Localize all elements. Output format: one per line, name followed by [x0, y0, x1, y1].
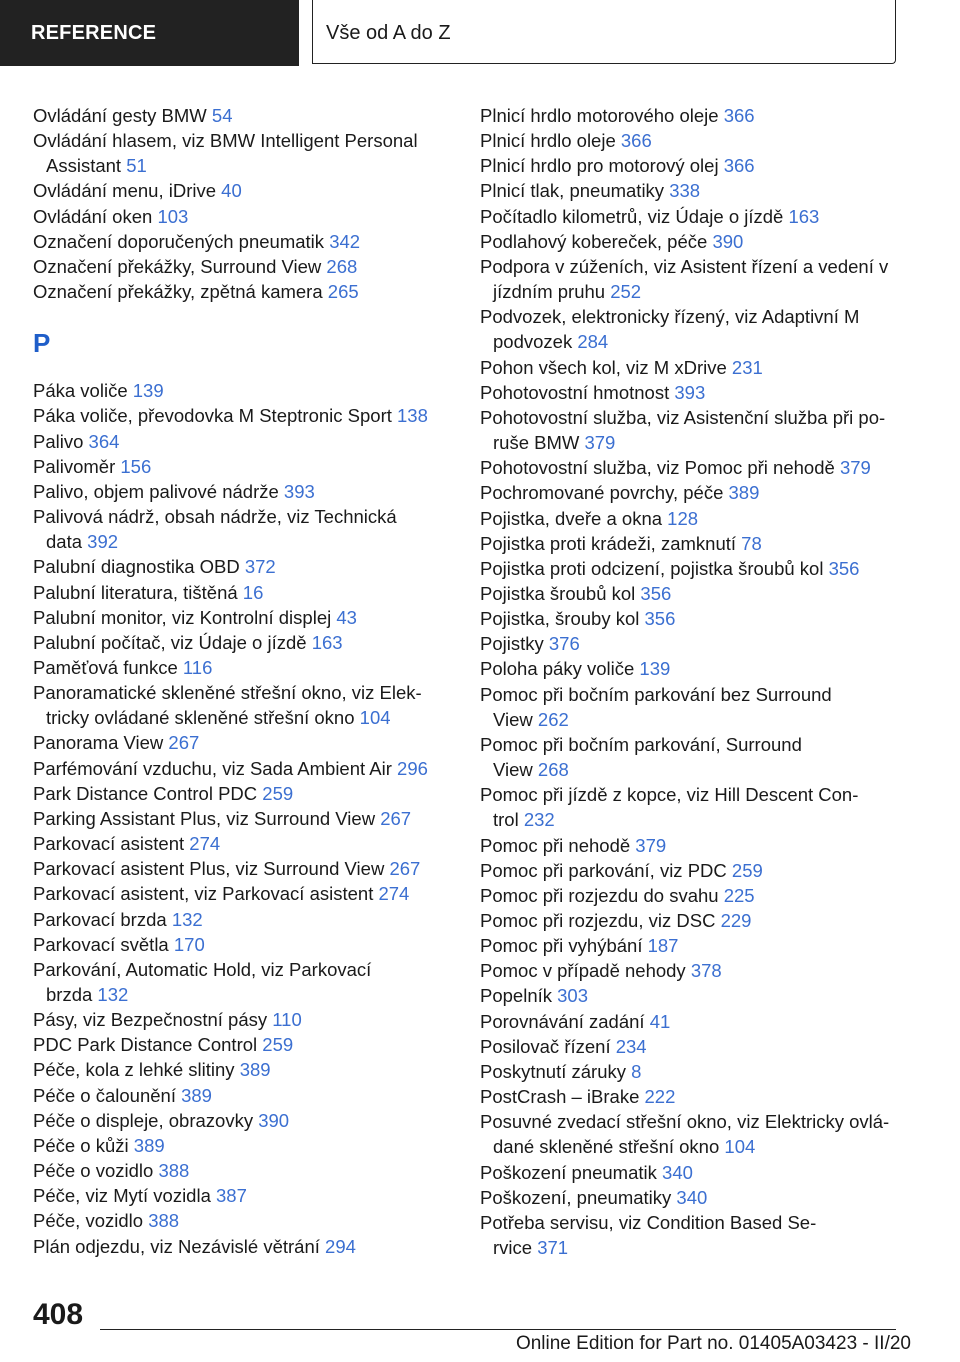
entry-text: Panoramatické skleněné střešní okno, viz Elek‐ — [33, 682, 422, 704]
index-entry — [33, 1158, 463, 1183]
entry-text: Pohon všech kol, viz M xDrive — [480, 356, 727, 378]
entry-text: Pomoc při bočním parkování, Surround — [480, 733, 802, 755]
index-entry — [480, 380, 905, 405]
index-entry — [480, 833, 905, 858]
entry-continuation: tricky ovládané skleněné střešní okno — [46, 707, 355, 729]
index-entry — [480, 480, 905, 505]
entry-text: Ovládání oken — [33, 205, 153, 227]
entry-text: Palubní monitor, viz Kontrolní displej — [33, 606, 332, 628]
page-link[interactable]: 390 — [258, 1109, 290, 1131]
page-link[interactable]: 340 — [676, 1186, 708, 1208]
page-link[interactable]: 274 — [378, 883, 410, 905]
index-entry — [33, 630, 463, 655]
index-entry — [480, 304, 905, 354]
index-entry — [33, 831, 463, 856]
page-link[interactable]: 259 — [731, 859, 763, 881]
index-entry — [480, 153, 905, 178]
page-link[interactable]: 390 — [712, 230, 744, 252]
entry-text: Poškození, pneumatiky — [480, 1186, 672, 1208]
index-entry — [33, 580, 463, 605]
page-link[interactable]: 139 — [639, 658, 671, 680]
entry-text: Poškození pneumatik — [480, 1161, 657, 1183]
entry-continuation: trol — [493, 809, 519, 831]
index-entry — [480, 531, 905, 556]
entry-text: Posuvné zvedací střešní okno, viz Elektricky ovlá‐ — [480, 1111, 890, 1133]
index-entry — [33, 932, 463, 957]
page-link[interactable]: 41 — [649, 1010, 671, 1032]
page-link[interactable]: 274 — [189, 833, 221, 855]
entry-text: Poskytnutí záruky — [480, 1060, 627, 1082]
index-entry — [33, 907, 463, 932]
entry-text: Označení překážky, zpětná kamera — [33, 281, 323, 303]
index-entry — [480, 1009, 905, 1034]
index-entry — [480, 128, 905, 153]
entry-text: Posilovač řízení — [480, 1035, 611, 1057]
index-entry — [33, 1057, 463, 1082]
page-link[interactable]: 294 — [325, 1235, 356, 1257]
entry-text: Pojistka proti krádeži, zamknutí — [480, 532, 737, 554]
entry-text: Porovnávání zadání — [480, 1010, 645, 1032]
page-link[interactable]: 225 — [723, 884, 755, 906]
page-link[interactable]: 78 — [741, 532, 762, 554]
entry-text: Pohotovostní hmotnost — [480, 381, 670, 403]
page-link[interactable]: 379 — [584, 432, 616, 454]
index-entry — [33, 254, 463, 279]
index-entry — [480, 732, 905, 782]
page-link[interactable]: 234 — [615, 1035, 647, 1057]
index-entry — [480, 631, 905, 656]
index-entry — [33, 655, 463, 680]
index-entry — [33, 204, 463, 229]
section-tab: REFERENCE — [0, 0, 299, 66]
index-entry — [33, 454, 463, 479]
page-link[interactable]: 338 — [669, 180, 701, 202]
entry-text: Potřeba servisu, viz Condition Based Se‐ — [480, 1211, 817, 1233]
page-link[interactable]: 388 — [158, 1160, 190, 1182]
page-link[interactable]: 252 — [610, 281, 642, 303]
entry-continuation: rvice — [493, 1237, 533, 1259]
index-entry — [480, 983, 905, 1008]
entry-text: Počítadlo kilometrů, viz Údaje o jízdě — [480, 205, 784, 227]
entry-text: Parkovací asistent Plus, viz Surround View — [33, 858, 385, 880]
page-link[interactable]: 393 — [283, 480, 315, 502]
page-link[interactable]: 132 — [97, 984, 129, 1005]
page-link[interactable]: 389 — [239, 1059, 271, 1081]
index-entry — [33, 1083, 463, 1108]
index-entry — [33, 1032, 463, 1057]
entry-text: Parkovací asistent, viz Parkovací asistent — [33, 883, 374, 905]
entry-continuation: View — [493, 708, 533, 730]
page-link[interactable]: 231 — [731, 356, 763, 378]
page-link[interactable]: 379 — [635, 834, 667, 856]
page-link[interactable]: 372 — [244, 556, 276, 578]
page-link[interactable]: 342 — [329, 230, 361, 252]
entry-text: Parkovací světla — [33, 933, 169, 955]
page-link[interactable]: 303 — [557, 985, 589, 1007]
entry-text: Pojistka, šrouby kol — [480, 608, 640, 630]
index-entry — [33, 1208, 463, 1233]
index-entry — [33, 1007, 463, 1032]
page-link[interactable]: 268 — [326, 255, 358, 277]
entry-text: Pomoc v případě nehody — [480, 960, 686, 982]
entry-text: Palivoměr — [33, 455, 116, 477]
entry-text: Plnicí hrdlo motorového oleje — [480, 105, 719, 126]
index-entry — [33, 378, 463, 403]
entry-text: Ovládání menu, iDrive — [33, 180, 217, 202]
entry-continuation: Assistant — [46, 155, 122, 177]
index-entry — [480, 958, 905, 983]
index-entry — [33, 229, 463, 254]
entry-text: Palivo — [33, 430, 84, 452]
entry-text: Označení překážky, Surround View — [33, 255, 322, 277]
entry-text: Parkovací brzda — [33, 908, 167, 930]
entry-text: Pomoc při vyhýbání — [480, 935, 643, 957]
index-entry — [33, 103, 463, 128]
page-link[interactable]: 139 — [132, 380, 164, 402]
page-link[interactable]: 388 — [148, 1210, 180, 1232]
entry-text: Péče o čalounění — [33, 1084, 176, 1106]
page-link[interactable]: 356 — [640, 582, 672, 604]
index-entry — [480, 178, 905, 203]
page-link[interactable]: 163 — [788, 205, 820, 227]
index-entry — [33, 605, 463, 630]
index-entry — [33, 128, 463, 178]
index-entry — [480, 405, 905, 455]
page-link[interactable]: 128 — [667, 507, 699, 529]
index-entry — [33, 279, 463, 304]
page-link[interactable]: 163 — [311, 631, 343, 653]
page-link[interactable]: 187 — [647, 935, 679, 957]
page-link[interactable]: 54 — [211, 105, 233, 126]
page-link[interactable]: 138 — [397, 405, 428, 427]
page-link[interactable]: 364 — [88, 430, 120, 452]
entry-text: Pojistka proti odcizení, pojistka šroubů kol — [480, 557, 824, 579]
index-entry — [480, 908, 905, 933]
index-entry — [33, 429, 463, 454]
page-number: 408 — [33, 1298, 84, 1331]
index-entry — [480, 656, 905, 681]
entry-text: Park Distance Control PDC — [33, 782, 258, 804]
page-link[interactable]: 366 — [723, 155, 755, 177]
entry-text: Péče o displeje, obrazovky — [33, 1109, 254, 1131]
page-link[interactable]: 340 — [662, 1161, 693, 1183]
index-entry — [480, 1084, 905, 1109]
page-link[interactable]: 371 — [537, 1237, 569, 1259]
page-header — [0, 0, 960, 66]
page-link[interactable]: 259 — [262, 1034, 294, 1056]
index-entry — [33, 1108, 463, 1133]
page-link[interactable]: 387 — [216, 1185, 247, 1207]
entry-text: Ovládání hlasem, viz BMW Intelligent Personal — [33, 130, 418, 152]
page-link[interactable]: 366 — [620, 130, 652, 152]
footer-divider — [100, 1329, 896, 1330]
page-link[interactable]: 104 — [359, 707, 391, 729]
index-entry — [33, 806, 463, 831]
index-entry — [33, 781, 463, 806]
entry-text: Podlahový kobereček, péče — [480, 230, 708, 252]
entry-text: Palubní počítač, viz Údaje o jízdě — [33, 631, 307, 653]
edition-note: Online Edition for Part no. 01405A03423 - II/20 — [515, 1333, 911, 1354]
index-entry — [480, 883, 905, 908]
index-entry — [480, 933, 905, 958]
page-link[interactable]: 392 — [87, 531, 119, 553]
entry-text: PDC Park Distance Control — [33, 1034, 258, 1056]
entry-continuation: jízdním pruhu — [493, 281, 606, 303]
entry-text: PostCrash – iBrake — [480, 1086, 640, 1108]
index-entry — [33, 403, 463, 428]
entry-text: Pojistky — [480, 633, 544, 655]
page-link[interactable]: 389 — [181, 1084, 212, 1106]
index-letter-heading: P — [33, 328, 51, 359]
page-link[interactable]: 296 — [397, 757, 428, 779]
entry-text: Pohotovostní služba, viz Asistenční služba při po‐ — [480, 406, 886, 428]
entry-continuation: dané skleněné střešní okno — [493, 1136, 720, 1158]
index-entry — [480, 858, 905, 883]
page-link[interactable]: 16 — [242, 581, 264, 603]
index-entry — [33, 881, 463, 906]
page-link[interactable]: 376 — [548, 633, 580, 655]
entry-text: Pomoc při rozjezdu, viz DSC — [480, 910, 716, 931]
index-entry — [480, 556, 905, 581]
page-link[interactable]: 103 — [157, 205, 189, 227]
entry-text: Páka voliče, převodovka M Steptronic Sport — [33, 405, 392, 427]
page-link[interactable]: 356 — [828, 557, 860, 579]
entry-text: Plnicí tlak, pneumatiky — [480, 180, 665, 202]
page-link[interactable]: 170 — [173, 933, 205, 955]
entry-continuation: data — [46, 531, 83, 553]
index-entry — [480, 1210, 905, 1260]
index-entry — [33, 479, 463, 504]
page-link[interactable]: 268 — [537, 759, 569, 781]
index-entry — [33, 178, 463, 203]
page-link[interactable]: 262 — [537, 708, 569, 730]
entry-text: Pomoc při bočním parkování bez Surround — [480, 683, 832, 705]
index-entry — [33, 1133, 463, 1158]
page-link[interactable]: 393 — [674, 381, 706, 403]
entry-text: Paměťová funkce — [33, 656, 178, 678]
page-link[interactable]: 267 — [168, 732, 200, 754]
page-link[interactable]: 284 — [577, 331, 609, 353]
index-entry — [33, 680, 463, 730]
entry-text: Páka voliče — [33, 380, 128, 402]
entry-text: Poloha páky voliče — [480, 658, 635, 680]
entry-text: Parking Assistant Plus, viz Surround View — [33, 807, 376, 829]
entry-text: Ovládání gesty BMW — [33, 105, 207, 126]
page-link[interactable]: 104 — [724, 1136, 756, 1158]
index-column-right — [480, 103, 905, 1260]
entry-text: Palubní literatura, tištěná — [33, 581, 238, 603]
page-link[interactable]: 267 — [389, 858, 421, 880]
entry-continuation: ruše BMW — [493, 432, 580, 454]
page-link[interactable]: 132 — [171, 908, 203, 930]
index-entry — [480, 606, 905, 631]
entry-text: Plnicí hrdlo pro motorový olej — [480, 155, 719, 177]
index-entry — [33, 856, 463, 881]
index-entry — [480, 229, 905, 254]
entry-text: Péče, viz Mytí vozidla — [33, 1185, 211, 1207]
index-entry — [33, 730, 463, 755]
index-entry — [480, 682, 905, 732]
chapter-title: Vše od A do Z — [312, 0, 896, 64]
entry-text: Péče, kola z lehké slitiny — [33, 1059, 235, 1081]
entry-text: Podpora v zúženích, viz Asistent řízení a vedení v — [480, 255, 889, 277]
entry-text: Péče, vozidlo — [33, 1210, 144, 1232]
entry-text: Péče o vozidlo — [33, 1160, 154, 1182]
entry-text: Palubní diagnostika OBD — [33, 556, 240, 578]
page-link[interactable]: 156 — [120, 455, 152, 477]
index-entry — [33, 554, 463, 579]
entry-text: Pochromované povrchy, péče — [480, 482, 724, 504]
entry-text: Palivo, objem palivové nádrže — [33, 480, 279, 502]
entry-text: Péče o kůži — [33, 1134, 129, 1156]
page-link[interactable]: 389 — [133, 1134, 165, 1156]
index-entry — [33, 504, 463, 554]
page-link[interactable]: 265 — [327, 281, 359, 303]
index-entry — [480, 506, 905, 531]
entry-text: Parfémování vzduchu, viz Sada Ambient Air — [33, 757, 392, 779]
page-link[interactable]: 51 — [126, 155, 147, 177]
entry-text: Pomoc při rozjezdu do svahu — [480, 884, 719, 906]
entry-text: Podvozek, elektronicky řízený, viz Adaptivní M — [480, 306, 860, 328]
index-entry — [480, 204, 905, 229]
page-link[interactable]: 40 — [221, 180, 242, 202]
entry-text: Parkovací asistent — [33, 833, 185, 855]
index-entry — [480, 1109, 905, 1159]
index-entry — [480, 1160, 905, 1185]
page-link[interactable]: 267 — [380, 807, 412, 829]
entry-text: Panorama View — [33, 732, 164, 754]
entry-text: Pomoc při parkování, viz PDC — [480, 859, 727, 881]
page-link[interactable]: 229 — [720, 910, 752, 931]
index-entry — [480, 254, 905, 304]
page-link[interactable]: 222 — [644, 1086, 676, 1108]
entry-continuation: View — [493, 759, 533, 781]
page-link[interactable]: 116 — [182, 656, 213, 678]
page-link[interactable]: 366 — [723, 105, 755, 126]
entry-text: Pojistka, dveře a okna — [480, 507, 663, 529]
entry-text: Plnicí hrdlo oleje — [480, 130, 616, 152]
entry-text: Pomoc při nehodě — [480, 834, 631, 856]
entry-continuation: podvozek — [493, 331, 573, 353]
entry-text: Pohotovostní služba, viz Pomoc při nehodě — [480, 457, 835, 479]
index-entry — [480, 355, 905, 380]
entry-text: Pásy, viz Bezpečnostní pásy — [33, 1009, 268, 1031]
index-entry — [480, 1185, 905, 1210]
index-entry — [480, 455, 905, 480]
index-entry — [480, 1034, 905, 1059]
index-column-left — [33, 103, 463, 1259]
index-entry — [33, 1183, 463, 1208]
page-link[interactable]: 110 — [272, 1009, 302, 1031]
index-entry — [480, 782, 905, 832]
index-entry — [33, 957, 463, 1007]
page-link[interactable]: 356 — [644, 608, 676, 630]
entry-text: Popelník — [480, 985, 552, 1007]
entry-text: Pomoc při jízdě z kopce, viz Hill Descent Con‐ — [480, 784, 859, 806]
page-link[interactable]: 378 — [690, 960, 722, 982]
index-entry — [480, 103, 905, 128]
entry-text: Palivová nádrž, obsah nádrže, viz Technická — [33, 506, 397, 528]
entry-text: Pojistka šroubů kol — [480, 582, 636, 604]
entry-text: Parkování, Automatic Hold, viz Parkovací — [33, 958, 372, 980]
entry-text: Plán odjezdu, viz Nezávislé větrání — [33, 1235, 320, 1257]
entry-continuation: brzda — [46, 984, 93, 1005]
index-entry — [480, 1059, 905, 1084]
index-entry — [480, 581, 905, 606]
entry-text: Označení doporučených pneumatik — [33, 230, 325, 252]
page-link[interactable]: 232 — [523, 809, 555, 831]
index-entry — [33, 1234, 463, 1259]
index-entry — [33, 756, 463, 781]
page-link[interactable]: 43 — [336, 606, 357, 628]
page-link[interactable]: 379 — [839, 457, 871, 479]
page-link[interactable]: 259 — [262, 782, 294, 804]
page-link[interactable]: 389 — [728, 482, 760, 504]
page-link[interactable]: 8 — [631, 1060, 642, 1082]
